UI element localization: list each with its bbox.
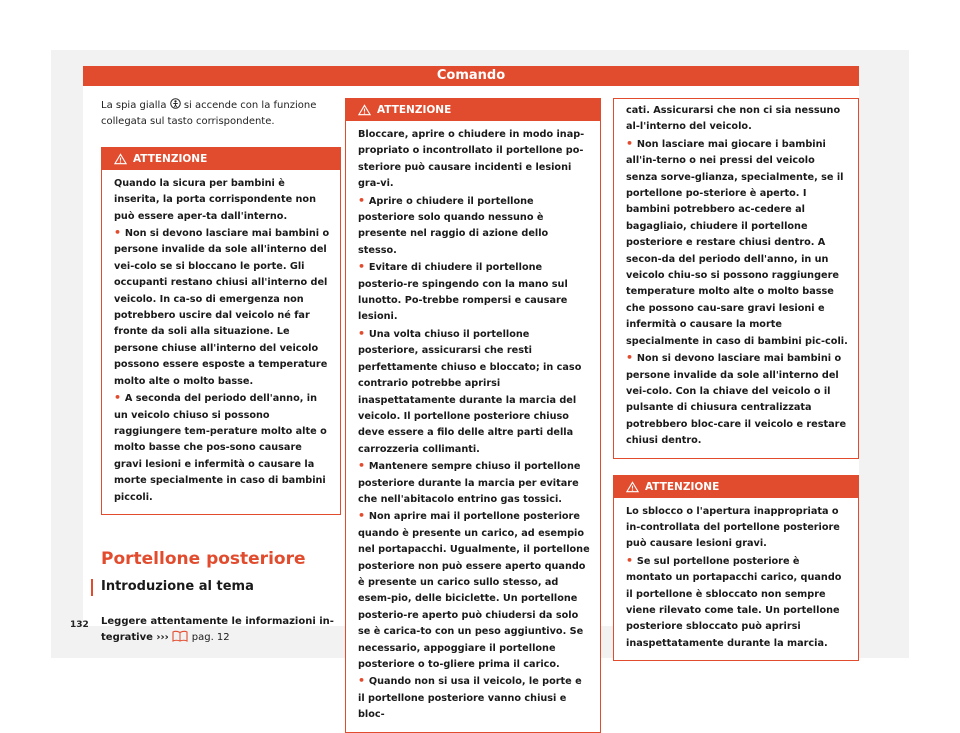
- section-subtitle: Introduzione al tema: [91, 579, 341, 595]
- warning-bullet-text: Quando non si usa il veicolo, le porte e il portellone posteriore vanno chiusi e bloc-: [358, 676, 582, 721]
- warning-bullet-text: Non lasciare mai giocare i bambini all'in-terno o nei pressi del veicolo senza sorve-glianza, specialmente, se il portellone po-steriore è aperto. I bambini potrebbero ac-cedere al bagagliaio, chiudere il portellone posteriore e restare chiusi dentro. A secon-da del periodo dell'anno, in un veicolo chiu-so si possono raggiungere temperature molto alte o molto basse che possono cau-sare gravi lesioni e infermità o causare la morte specialmente in caso di bambini pic-coli.: [626, 138, 848, 347]
- bullet-dot-icon: •: [358, 326, 369, 340]
- warning-bullet: [114, 390, 330, 506]
- warning-bullet-text: Una volta chiuso il portellone posteriore, assicurarsi che resti perfettamente chiuso e bloccato; in caso contrario potrebbe aprirsi inaspettatamente durante la marcia del veicolo. Il portellone posteriore chiuso deve essere a filo delle altre parti della carrozzeria collimanti.: [358, 328, 582, 455]
- warning-bullet: [358, 673, 590, 723]
- reference-page-link[interactable]: pag. 12: [191, 632, 230, 644]
- bullet-dot-icon: •: [626, 136, 637, 150]
- bullet-dot-icon: •: [358, 260, 369, 274]
- warning-body: [102, 170, 340, 514]
- reference-text: Leggere attentamente le informazioni in-tegrative: [101, 615, 334, 644]
- warning-bullet-text: Non aprire mai il portellone posteriore quando è presente un carico, ad esempio nel portapacchi. Ugualmente, il portellone posteriore non può essere aperto quando è presente un carico sullo stesso, ad esem-pio, delle biciclette. Un portellone posterio-re aperto può chiudersi da solo se è carica-to con un peso aggiuntivo. Se necessario, appoggiare il portellone posteriore o to-gliere prima il carico.: [358, 511, 590, 670]
- bullet-dot-icon: •: [358, 459, 369, 473]
- warning-intro: cati. Assicurarsi che non ci sia nessuno al-l'interno del veicolo.: [626, 105, 841, 133]
- warning-label: ATTENZIONE: [133, 152, 208, 165]
- warning-bullet-text: Evitare di chiudere il portellone posterio-re spingendo con la mano sul lunotto. Po-trebbe rompersi e causare lesioni.: [358, 262, 568, 323]
- book-icon: [172, 630, 188, 642]
- warning-bullet: [114, 225, 330, 390]
- warning-box-tailgate: [345, 98, 601, 733]
- warning-triangle-icon: [358, 104, 371, 116]
- page-number: 132: [70, 620, 89, 630]
- warning-header: [614, 476, 858, 498]
- bullet-dot-icon: •: [358, 193, 369, 207]
- warning-box-child-lock: [101, 147, 341, 515]
- bullet-dot-icon: •: [626, 351, 637, 365]
- warning-header: [346, 99, 600, 121]
- warning-body: [614, 498, 858, 661]
- reference-line: [101, 614, 341, 647]
- warning-body: [614, 99, 858, 458]
- warning-bullet-text: Aprire o chiudere il portellone posteriore solo quando nessuno è presente nel raggio di azione dello stesso.: [358, 195, 549, 256]
- warning-bullet: [358, 259, 590, 326]
- warning-box-unlock: [613, 475, 859, 662]
- warning-paragraph: Quando la sicura per bambini è inserita, la porta corrispondente non può essere aper-ta dall'interno.: [114, 177, 316, 222]
- warning-label: ATTENZIONE: [377, 104, 452, 116]
- child-lock-icon: [170, 98, 181, 109]
- warning-bullet: [626, 350, 848, 449]
- bullet-dot-icon: •: [358, 674, 369, 688]
- column-1: [101, 98, 341, 647]
- bullet-dot-icon: •: [114, 226, 125, 240]
- warning-intro: Bloccare, aprire o chiudere in modo inap-propriato o incontrollato il portellone po-steriore può causare incidenti e lesioni gra-vi.: [358, 129, 585, 190]
- warning-bullet: [358, 326, 590, 458]
- page-header: Comando: [83, 66, 859, 86]
- bullet-dot-icon: •: [358, 509, 369, 523]
- warning-box-continued: [613, 98, 859, 459]
- intro-lead: La spia gialla: [101, 100, 167, 111]
- bullet-dot-icon: •: [626, 553, 637, 567]
- intro-rest: si accende con la funzione collegata sul tasto corrispondente.: [101, 100, 317, 128]
- warning-bullet-text: Se sul portellone posteriore è montato un portapacchi carico, quando il portellone è sbloccato non sempre viene rilevato come tale. Un portellone posteriore sbloccato può aprirsi inaspettatamente durante la marcia.: [626, 555, 842, 649]
- intro-text: [101, 98, 341, 131]
- warning-triangle-icon: [114, 153, 127, 165]
- warning-bullet-text: A seconda del periodo dell'anno, in un veicolo chiuso si possono raggiungere tem-perature molto alte o molto basse che pos-sono causare gravi lesioni e infermità o causare la morte specialmente in caso di bambini piccoli.: [114, 393, 327, 503]
- warning-bullet-text: Mantenere sempre chiuso il portellone posteriore durante la marcia per evitare che nell'abitacolo entrino gas tossici.: [358, 461, 581, 505]
- warning-bullet: [626, 136, 848, 350]
- warning-bullet-text: Non si devono lasciare mai bambini o persone invalide da sole all'interno del vei-colo se si bloccano le porte. Gli occupanti restano chiusi all'interno del veicolo. In ca-so di emergenza non potrebbero uscire dal veicolo né far fronte da soli alla situazione. Le persone chiuse all'interno del veicolo possono essere esposte a temperature molto alte o molto basse.: [114, 228, 330, 387]
- bullet-dot-icon: •: [114, 391, 125, 405]
- warning-intro: Lo sblocco o l'apertura inappropriata o in-controllata del portellone posteriore può causare lesioni gravi.: [626, 505, 840, 550]
- warning-label: ATTENZIONE: [645, 480, 720, 493]
- warning-body: [346, 121, 600, 732]
- warning-bullet-text: Non si devono lasciare mai bambini o persone invalide da sole all'interno del vei-colo. Con la chiave del veicolo o il pulsante di chiusura centralizzata potrebbero bloc-care il veicolo e restare chiusi dentro.: [626, 353, 847, 447]
- section-title: Portellone posteriore: [101, 548, 306, 569]
- warning-header: [102, 148, 340, 170]
- warning-bullet: [358, 193, 590, 260]
- column-3: [613, 98, 859, 661]
- reference-arrows: ›››: [156, 632, 169, 644]
- warning-bullet: [358, 508, 590, 673]
- warning-bullet: [626, 553, 848, 652]
- column-2: [345, 98, 601, 733]
- warning-triangle-icon: [626, 481, 639, 493]
- warning-bullet: [358, 458, 590, 508]
